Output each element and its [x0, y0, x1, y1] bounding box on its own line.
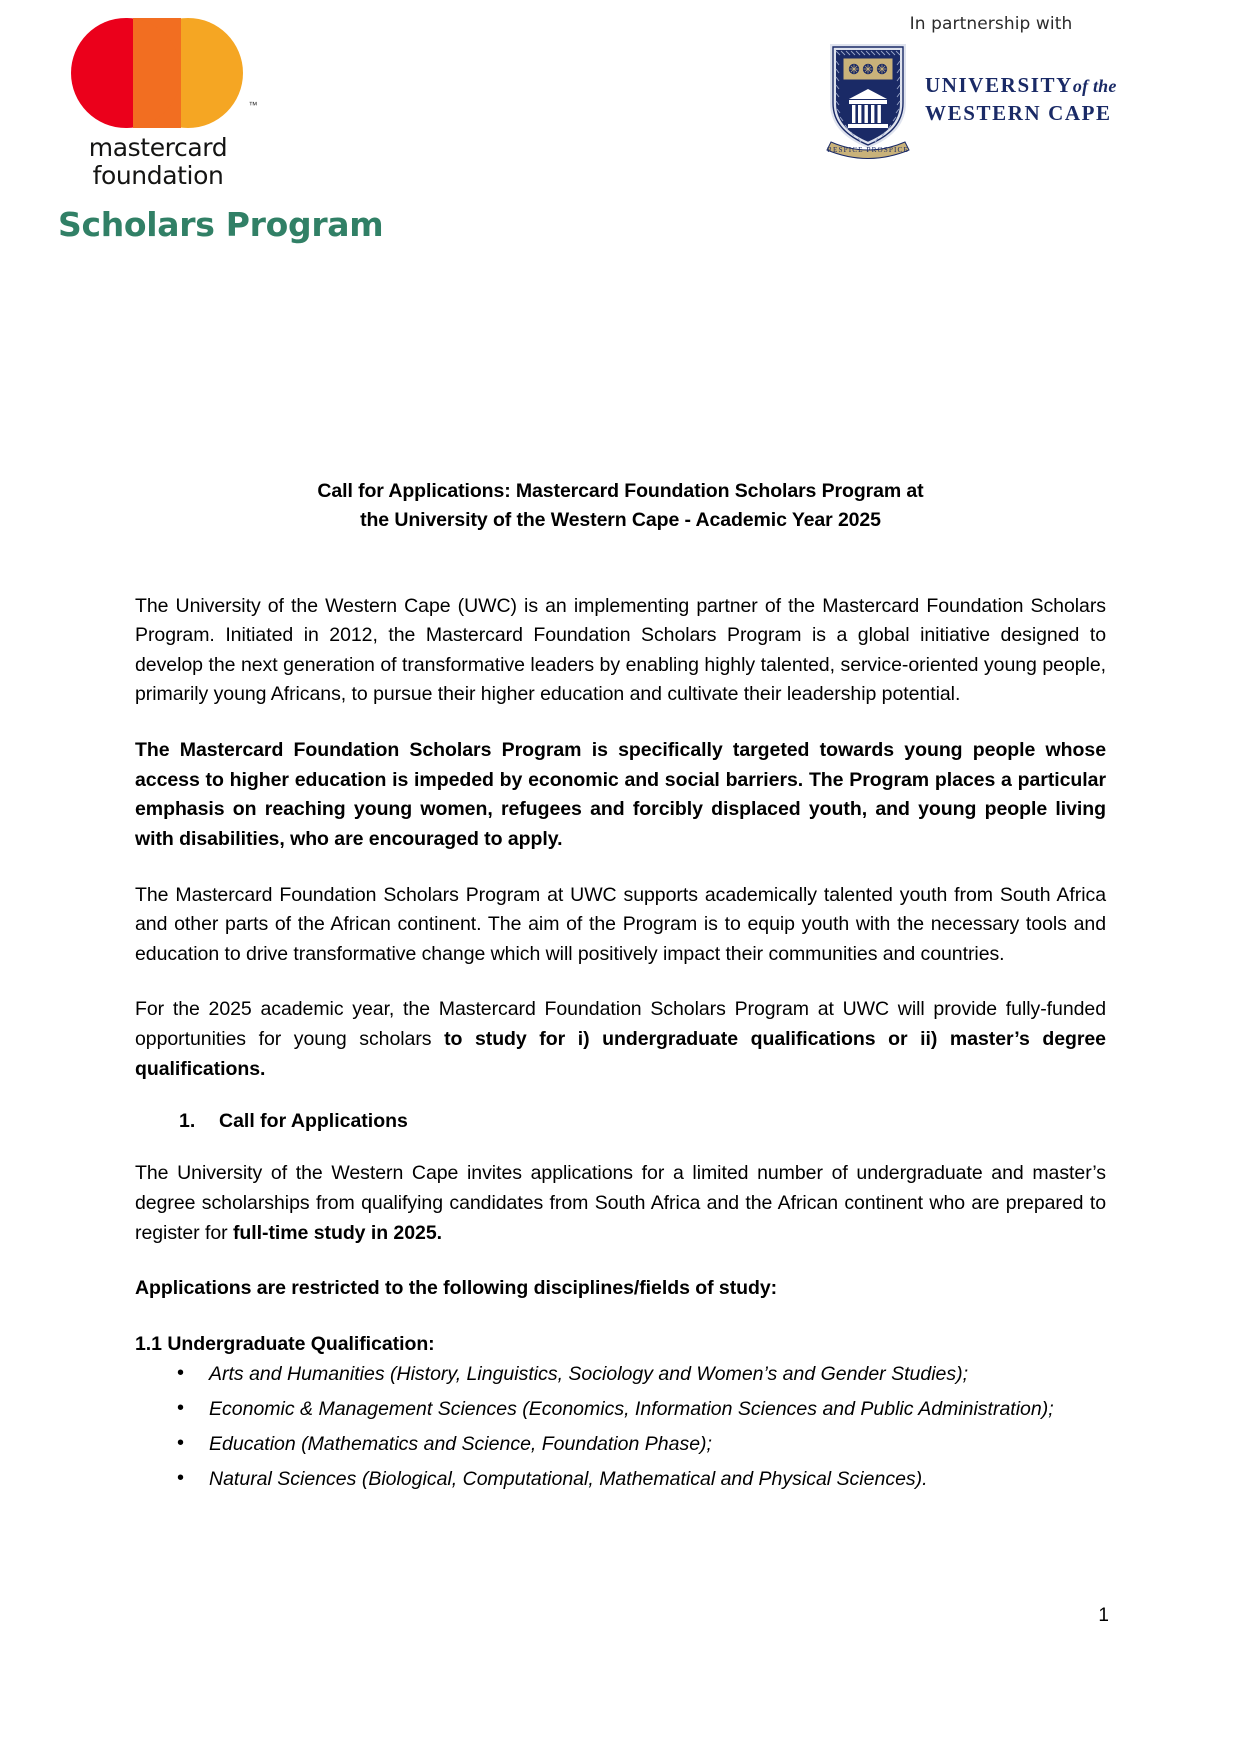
list-item: • Natural Sciences (Biological, Computational, Mathematical and Physical Sciences).	[135, 1464, 1106, 1495]
paragraph-uwc-support: The Mastercard Foundation Scholars Program at UWC supports academically talented youth from South Africa and other parts of the African continent. The aim of the Program is to equip youth with the necessary tools and education to drive transformative change which will positively impact their communities and countries.	[135, 883, 1106, 965]
paragraph-intro: The University of the Western Cape (UWC) is an implementing partner of the Mastercard Foundation Scholars Program. Initiated in 2012, the Mastercard Foundation Scholars Program is a global initiative designed to develop the next generation of transformative leaders by enabling highly talented, service-oriented young people, primarily young Africans, to pursue their higher education and cultivate their leadership potential.	[135, 594, 1106, 706]
uwc-of-the-word: of the	[1072, 76, 1117, 97]
page-title-line2: the University of the Western Cape - Academic Year 2025	[360, 509, 881, 532]
mastercard-circles-icon	[71, 18, 258, 128]
uwc-university-word: UNIVERSITY	[925, 73, 1073, 98]
paragraph-2025-prefix: For the 2025 academic year, the Mastercard Foundation Scholars Program at UWC will provide fully-funded opportunities for young scholars	[135, 998, 1106, 1050]
scholars-program-heading: Scholars Program	[58, 205, 384, 244]
restriction-heading: Applications are restricted to the following disciplines/fields of study:	[135, 1277, 778, 1300]
section-number: 1.	[179, 1110, 196, 1133]
paragraph-2025-opportunities	[135, 995, 1106, 1084]
uwc-crest-icon	[825, 41, 911, 159]
uwc-logo	[781, 41, 1201, 159]
page-number: 1	[1098, 1605, 1109, 1626]
mastercard-wordmark-line1: mastercard	[88, 133, 228, 162]
document-body	[0, 477, 1241, 1495]
paragraph-invitation-prefix: The University of the Western Cape invites applications for a limited number of undergraduate and master’s degree scholarships from qualifying candidates from South Africa and the African continent who are prepared to register for	[135, 1162, 1106, 1244]
partnership-label: In partnership with	[909, 14, 1073, 34]
disciplines-list	[135, 1359, 1106, 1494]
crest-motto-text: RESPICE PROSPICE	[827, 146, 909, 154]
uwc-name-line1	[925, 72, 1117, 100]
mastercard-overlap-shape	[133, 18, 181, 128]
mastercard-foundation-logo	[58, 18, 258, 190]
page-header	[0, 0, 1241, 192]
mastercard-wordmark-line2: foundation	[92, 161, 224, 190]
uwc-name-text	[925, 72, 1117, 127]
paragraph-2025-bold: to study for i) undergraduate qualifications or ii) master’s degree qualifications.	[135, 1028, 1106, 1080]
trademark-symbol: ™	[248, 100, 258, 110]
mastercard-wordmark	[58, 134, 258, 190]
paragraph-invitation-bold: full-time study in 2025.	[232, 1221, 442, 1244]
page-title	[135, 477, 1106, 536]
section-title: Call for Applications	[219, 1110, 408, 1133]
list-item: • Arts and Humanities (History, Linguistics, Sociology and Women’s and Gender Studies);	[135, 1359, 1106, 1390]
paragraph-target-group: The Mastercard Foundation Scholars Program is specifically targeted towards young people whose access to higher education is impeded by economic and social barriers. The Program places a particular emphasis on reaching young women, refugees and forcibly displaced youth, and young people living with disabilities, who are encouraged to apply.	[135, 739, 1106, 850]
subsection-heading-undergraduate: 1.1 Undergraduate Qualification:	[135, 1332, 435, 1355]
page-title-line1: Call for Applications: Mastercard Foundation Scholars Program at	[317, 480, 924, 502]
list-item: • Economic & Management Sciences (Economics, Information Sciences and Public Administration);	[135, 1394, 1106, 1425]
uwc-name-line2: WESTERN CAPE	[925, 101, 1112, 125]
section-heading-call-for-applications	[135, 1110, 1106, 1133]
list-item: • Education (Mathematics and Science, Foundation Phase);	[135, 1429, 1106, 1460]
paragraph-invitation	[135, 1159, 1106, 1248]
partnership-block	[781, 14, 1201, 159]
